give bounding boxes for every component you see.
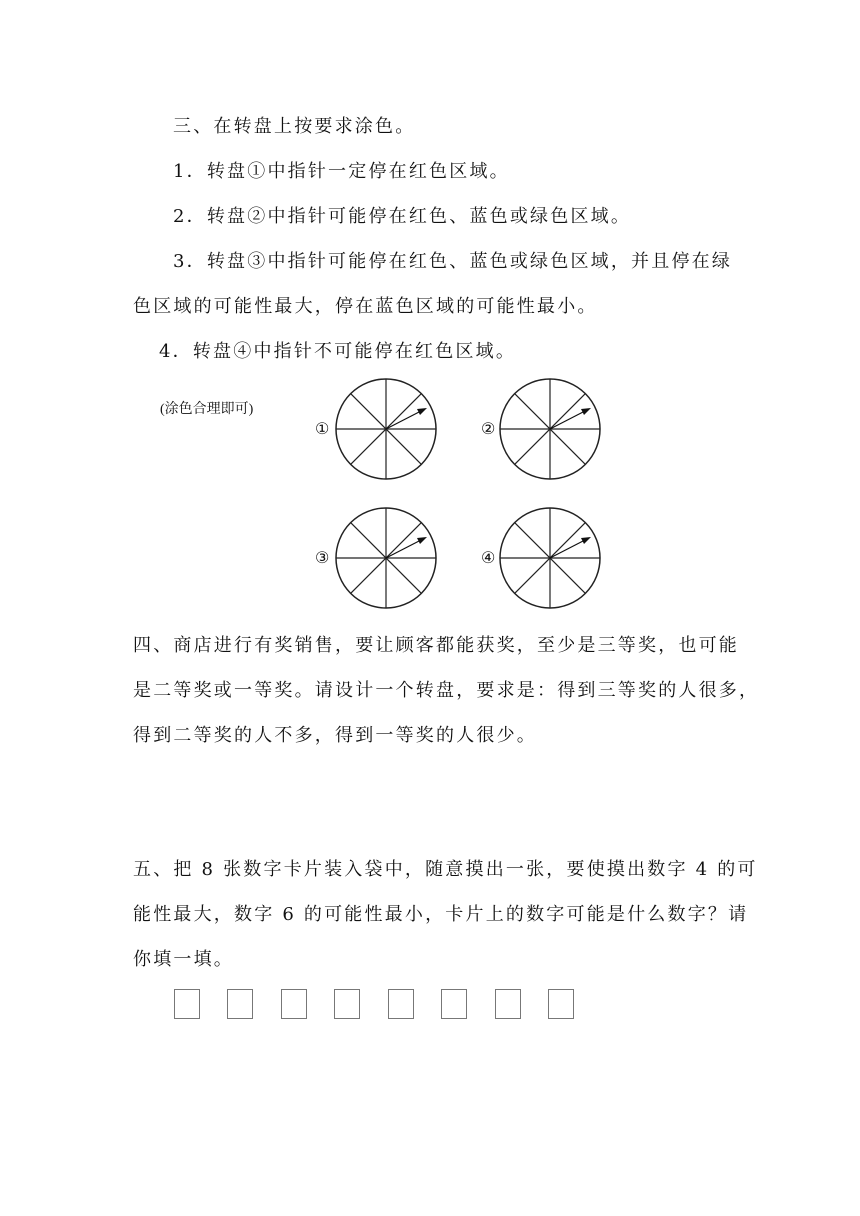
wheel-3-label: ③ bbox=[315, 548, 330, 567]
section3-item-3-line-1: 3．转盘③中指针可能停在红色、蓝色或绿色区域，并且停在绿 bbox=[173, 251, 733, 272]
wheel-4-label: ④ bbox=[481, 548, 496, 567]
number-card-4[interactable] bbox=[334, 989, 360, 1019]
section5-line-2: 能性最大，数字 6 的可能性最小，卡片上的数字可能是什么数字？请 bbox=[133, 904, 749, 925]
section3-item-4: 4．转盘④中指针不可能停在红色区域。 bbox=[159, 341, 517, 362]
number-card-7[interactable] bbox=[495, 989, 521, 1019]
wheel-2-label: ② bbox=[481, 419, 496, 438]
number-card-6[interactable] bbox=[441, 989, 467, 1019]
section5-line-3: 你填一填。 bbox=[133, 949, 234, 970]
section3-item-1: 1．转盘①中指针一定停在红色区域。 bbox=[173, 161, 510, 182]
answer-note: (涂色合理即可) bbox=[160, 402, 254, 417]
spinner-wheel-2 bbox=[490, 369, 610, 489]
spinner-wheel-1 bbox=[326, 369, 446, 489]
wheel-1-label: ① bbox=[315, 419, 330, 438]
number-card-2[interactable] bbox=[227, 989, 253, 1019]
section4-line-2: 是二等奖或一等奖。请设计一个转盘，要求是：得到三等奖的人很多， bbox=[133, 680, 760, 701]
number-card-3[interactable] bbox=[281, 989, 307, 1019]
section4-line-1: 四、商店进行有奖销售，要让顾客都能获奖，至少是三等奖，也可能 bbox=[133, 635, 739, 656]
section3-item-2: 2．转盘②中指针可能停在红色、蓝色或绿色区域。 bbox=[173, 206, 632, 227]
number-card-1[interactable] bbox=[174, 989, 200, 1019]
section3-item-3-line-2: 色区域的可能性最大，停在蓝色区域的可能性最小。 bbox=[133, 296, 598, 317]
section4-line-3: 得到二等奖的人不多，得到一等奖的人很少。 bbox=[133, 725, 537, 746]
spinner-wheel-3 bbox=[326, 498, 446, 618]
section3-title: 三、在转盘上按要求涂色。 bbox=[173, 116, 416, 137]
section5-line-1: 五、把 8 张数字卡片装入袋中，随意摸出一张，要使摸出数字 4 的可 bbox=[133, 859, 758, 880]
number-card-5[interactable] bbox=[388, 989, 414, 1019]
spinner-wheel-4 bbox=[490, 498, 610, 618]
number-card-8[interactable] bbox=[548, 989, 574, 1019]
